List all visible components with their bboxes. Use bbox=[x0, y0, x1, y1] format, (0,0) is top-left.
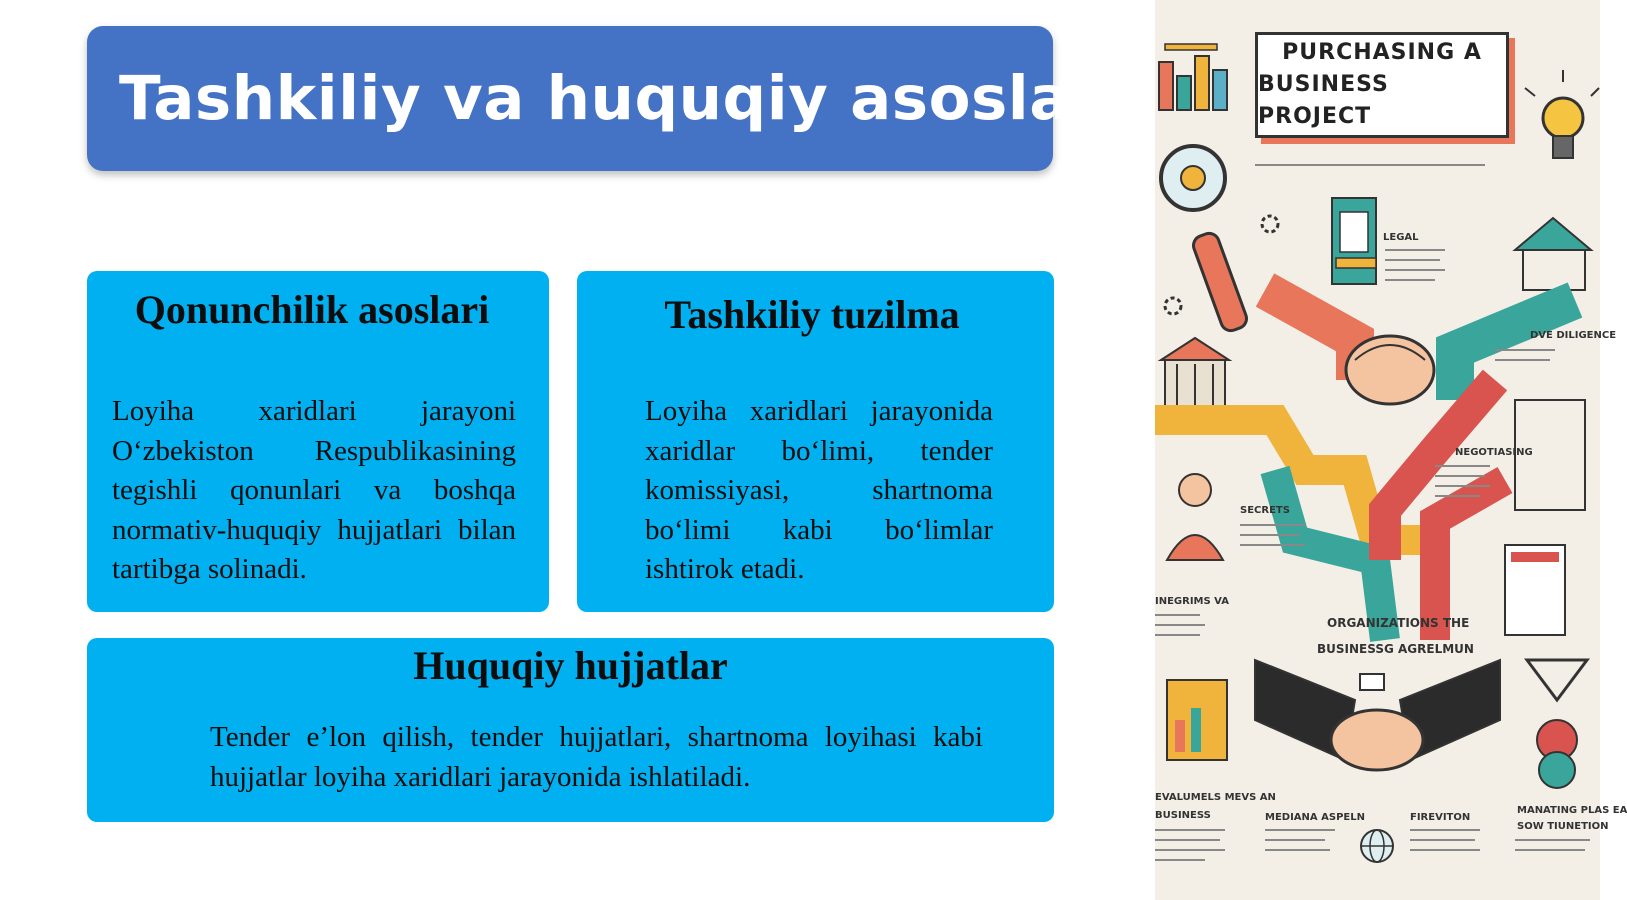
label-due-diligence: DVE DILIGENCE bbox=[1530, 330, 1617, 341]
label-fireviton: FIREVITON bbox=[1410, 812, 1471, 823]
magnifier-icon bbox=[1161, 146, 1249, 333]
label-business: BUSINESS bbox=[1155, 810, 1211, 821]
label-managing: MANATING PLAS EA bbox=[1517, 805, 1627, 816]
document-icon bbox=[1332, 198, 1376, 284]
card-legal-heading: Qonunchilik asoslari bbox=[134, 287, 490, 332]
label-secrets: SECRETS bbox=[1240, 505, 1290, 516]
label-legal: LEGAL bbox=[1383, 232, 1419, 243]
globe-icon bbox=[1361, 830, 1393, 862]
label-sow: SOW TIUNETION bbox=[1517, 821, 1609, 832]
infographic-title-line1: PURCHASING A bbox=[1282, 40, 1482, 65]
card-org-heading: Tashkiliy tuzilma bbox=[664, 292, 960, 337]
card-docs-heading: Huquqiy hujjatlar bbox=[413, 643, 728, 688]
label-organizations: ORGANIZATIONS THE bbox=[1327, 616, 1470, 630]
card-legal-body: Loyiha xaridlari jarayoni O‘zbekiston Respublikasining tegishli qonunlari va boshqa normativ-huquqiy hujjatlari bilan tartibga solinadi. bbox=[112, 395, 516, 585]
title-banner bbox=[87, 26, 1102, 171]
house-icon bbox=[1515, 218, 1591, 290]
card-docs-body: Tender e’lon qilish, tender hujjatlari, shartnoma loyihasi kabi hujjatlar loyiha xaridlari jarayonida ishlatiladi. bbox=[210, 721, 983, 793]
card-legal-documents bbox=[87, 638, 1054, 822]
slide-title: Tashkiliy va huquqiy asoslar bbox=[119, 63, 1102, 134]
infographic-title-box bbox=[1255, 32, 1509, 138]
building-icon bbox=[1161, 338, 1229, 410]
label-evaluate: EVALUMELS MEVS AN bbox=[1155, 792, 1276, 803]
handshake-icon bbox=[1346, 336, 1434, 404]
infographic-title-line2: BUSINESS PROJECT bbox=[1258, 72, 1389, 129]
person-icon bbox=[1167, 474, 1223, 560]
label-negotiations: INEGRIMS VA bbox=[1155, 596, 1229, 607]
label-negotiating: NEGOTIASING bbox=[1455, 447, 1533, 458]
bar-chart-icon bbox=[1159, 44, 1227, 110]
lightbulb-icon bbox=[1525, 70, 1599, 158]
purchasing-infographic bbox=[1155, 0, 1627, 900]
label-agreement: BUSINESSG AGRELMUN bbox=[1317, 642, 1474, 656]
label-media: MEDIANA ASPELN bbox=[1265, 812, 1365, 823]
card-org-body: Loyiha xaridlari jarayonida xaridlar bo‘limi, tender komissiyasi, shartnoma bo‘limi kabi bo‘limlar ishtirok etadi. bbox=[645, 395, 993, 585]
